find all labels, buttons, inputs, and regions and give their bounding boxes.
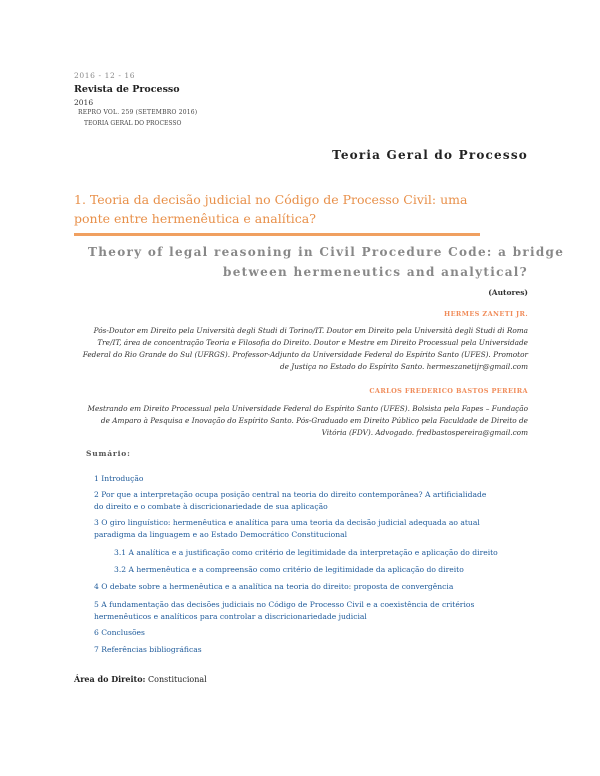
article-title-line: 1. Teoria da decisão judicial no Código de Processo Civil: uma xyxy=(74,192,468,207)
author-bio-line: de Amparo à Pesquisa e Inovação do Espírito Santo. Pós-Graduado em Direito Público pela Faculdade de Direito de xyxy=(100,416,528,425)
author-bio-line: Tre/IT, área de concentração Teoria e Filosofia do Direito. Doutor e Mestre em Direito Processual pela Universidade xyxy=(97,338,528,347)
toc-link[interactable]: 5 A fundamentação das decisões judiciais no Código de Processo Civil e a coexistência de critérios xyxy=(94,600,475,609)
toc-link[interactable]: do direito e o combate à discricionariedade de sua aplicação xyxy=(94,502,328,511)
article-title-line: ponte entre hermenêutica e analítica? xyxy=(74,211,316,226)
article-title xyxy=(74,190,494,228)
toc-link[interactable]: 3.1 A analítica e a justificação como critério de legitimidade da interpretação e aplicação do direito xyxy=(114,548,498,557)
toc-link[interactable]: 2 Por que a interpretação ocupa posição central na teoria do direito contemporânea? A artificialidade xyxy=(94,490,487,499)
author-bio-line: Pós-Doutor em Direito pela Università degli Studi di Torino/IT. Doutor em Direito pela Università degli Studi di Roma xyxy=(93,326,528,335)
authors-label: (Autores) xyxy=(488,288,528,297)
english-title xyxy=(88,242,565,282)
law-area xyxy=(74,674,207,684)
author-bio-line: Vitória (FDV). Advogado. fredbastospereira@gmail.com xyxy=(321,428,528,437)
author-bio-line: Mestrando em Direito Processual pela Universidade Federal do Espírito Santo (UFES). Bolsista pela Fapes – Fundação xyxy=(87,404,528,413)
author-bio-line: Federal do Rio Grande do Sul (UFRGS). Professor-Adjunto da Universidade Federal do Espírito Santo (UFES). Promotor xyxy=(82,350,528,359)
toc-link[interactable]: 7 Referências bibliográficas xyxy=(94,645,202,654)
author-bio xyxy=(87,403,528,439)
english-title-line: Theory of legal reasoning in Civil Procedure Code: a bridge xyxy=(88,245,565,259)
journal-volume: REPRO VOL. 259 (SETEMBRO 2016) xyxy=(78,109,198,116)
author-bio-line: de Justiça no Estado do Espírito Santo. hermeszanetijr@gmail.com xyxy=(279,362,528,371)
toc-link[interactable]: paradigma da linguagem e ao Estado Democrático Constitucional xyxy=(94,530,348,539)
journal-year: 2016 xyxy=(74,98,94,107)
summary-label: Sumário: xyxy=(86,449,131,458)
law-area-value: Constitucional xyxy=(145,675,207,684)
law-area-label: Área do Direito: xyxy=(74,674,146,684)
author-bio xyxy=(83,325,528,373)
journal-subject: TEORIA GERAL DO PROCESSO xyxy=(84,120,182,127)
toc-link[interactable]: 3.2 A hermenêutica e a compreensão como critério de legitimidade da aplicação do direito xyxy=(114,565,464,574)
english-title-line: between hermeneutics and analytical? xyxy=(223,265,528,279)
toc-link[interactable]: 1 Introdução xyxy=(94,474,144,483)
title-underline xyxy=(74,233,480,236)
publication-date: 2016 - 12 - 16 xyxy=(74,71,136,80)
section-title: Teoria Geral do Processo xyxy=(332,148,528,162)
toc-link[interactable]: 6 Conclusões xyxy=(94,628,145,637)
toc-link[interactable]: 4 O debate sobre a hermenêutica e a analítica na teoria do direito: proposta de convergência xyxy=(94,582,454,591)
toc-link[interactable]: hermenêuticos e analíticos para controlar a discricionariedade judicial xyxy=(94,612,367,621)
author-name: HERMES ZANETI JR. xyxy=(444,310,528,318)
journal-name: Revista de Processo xyxy=(74,84,180,95)
toc-link[interactable]: 3 O giro linguístico: hermenêutica e analítica para uma teoria da decisão judicial adequada ao atual xyxy=(94,518,480,527)
author-name: CARLOS FREDERICO BASTOS PEREIRA xyxy=(369,387,528,395)
